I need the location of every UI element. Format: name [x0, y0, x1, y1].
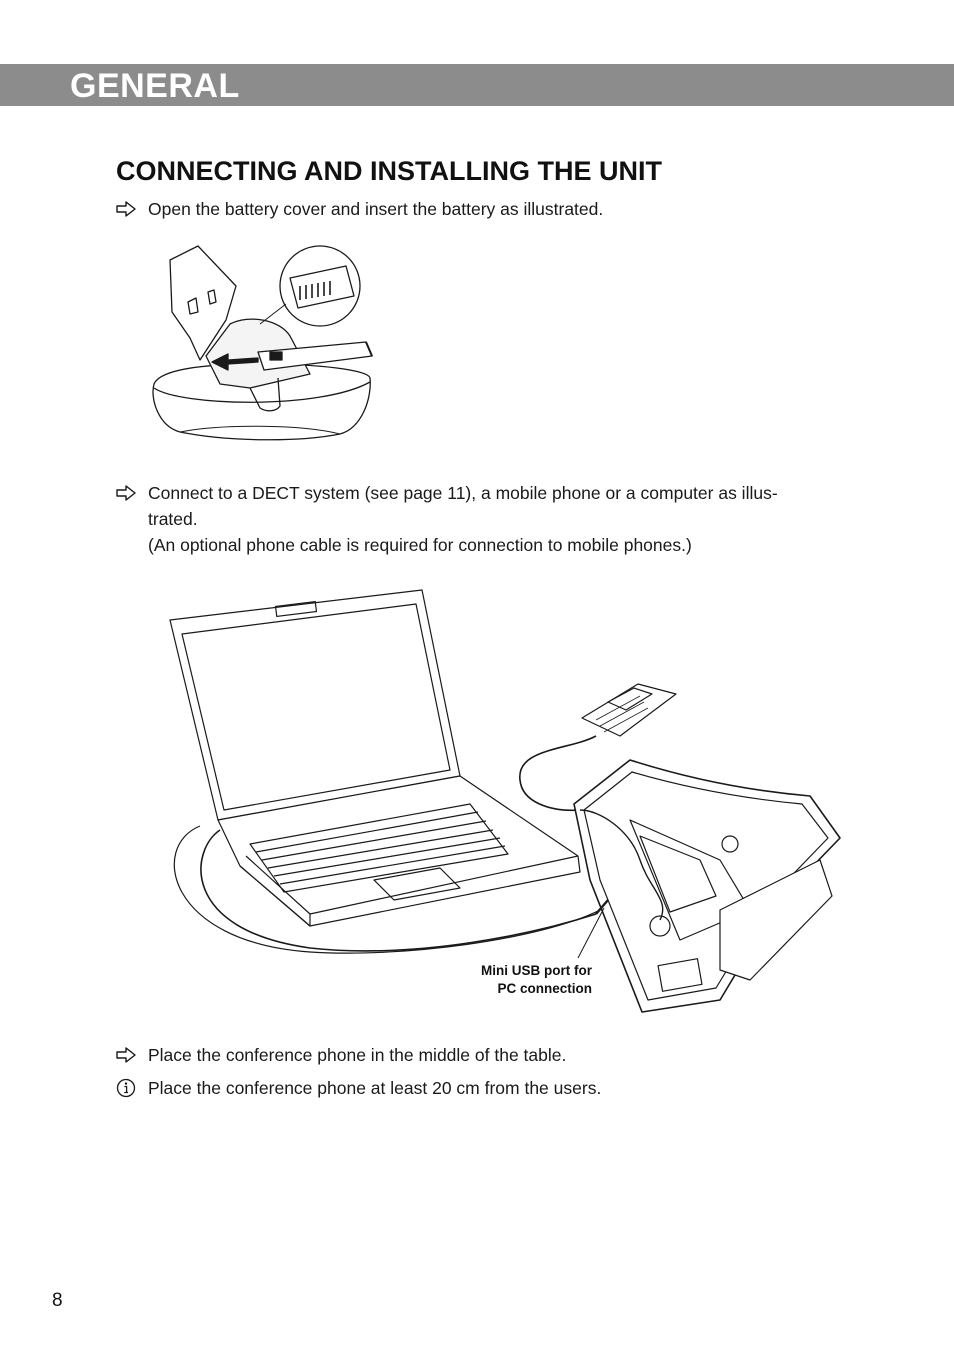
step-4-text: Place the conference phone at least 20 cm from the users.: [148, 1078, 602, 1098]
battery-insertion-illustration: [140, 238, 380, 448]
section-header-bar: [0, 64, 954, 106]
callout-line-2: PC connection: [497, 981, 592, 996]
arrow-icon: [116, 200, 136, 218]
step-2-line-3: (An optional phone cable is required for connection to mobile phones.): [148, 535, 692, 555]
conference-unit: [574, 760, 840, 1012]
step-3-text: Place the conference phone in the middle of the table.: [148, 1045, 567, 1065]
mobile-phone: [582, 684, 676, 736]
page-heading: CONNECTING AND INSTALLING THE UNIT: [116, 156, 662, 186]
connection-illustration: [160, 580, 850, 1025]
step-1-text: Open the battery cover and insert the battery as illustrated.: [148, 199, 604, 219]
callout-line-1: Mini USB port for: [481, 963, 592, 978]
arrow-icon: [116, 484, 136, 502]
info-icon: [116, 1078, 136, 1098]
usb-port-callout: [440, 962, 592, 998]
page-number: 8: [52, 1290, 63, 1311]
step-2-line-1: Connect to a DECT system (see page 11), a mobile phone or a computer as illus-: [148, 483, 778, 503]
step-2-line-2: trated.: [148, 509, 198, 529]
arrow-icon: [116, 1046, 136, 1064]
section-title: GENERAL: [70, 67, 240, 105]
